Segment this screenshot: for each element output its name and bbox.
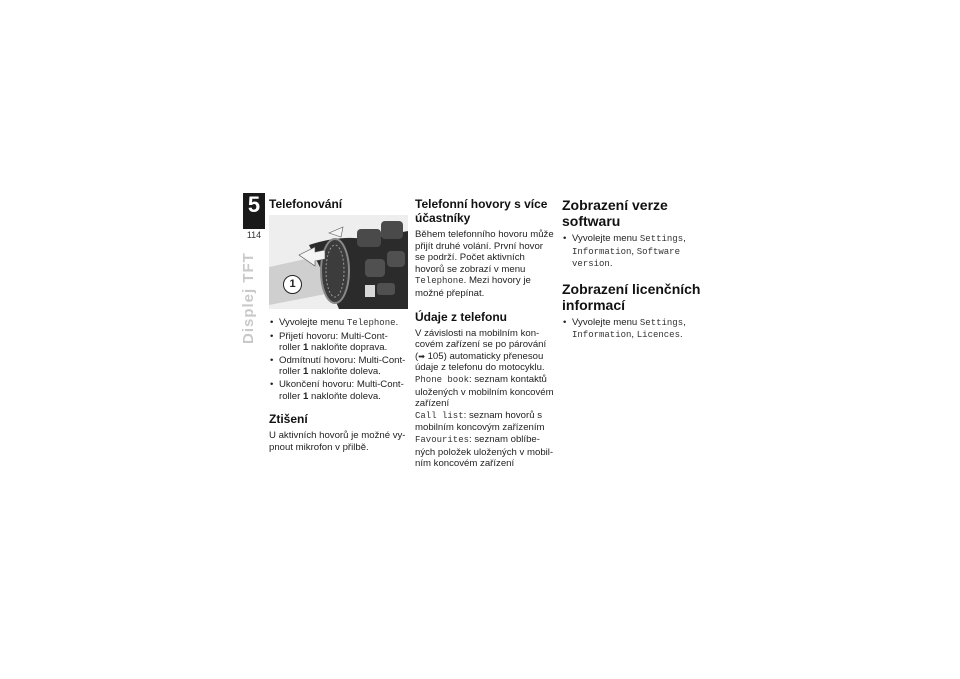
section-title-phone-data: Údaje z telefonu <box>415 309 508 324</box>
multi-call-paragraph: Během telefonního hovoru může přijít druhé volání. První hovor se podrží. Počet aktivních hovorů se zobrazí v menu Telephone. Mezi hovory je možné přepínat. <box>415 229 554 299</box>
side-label <box>234 248 274 348</box>
column-telephony <box>269 197 409 453</box>
section-title-software: Zobrazení verze softwaru <box>562 197 668 229</box>
section-title-multi-call: Telefonní hovory s více účastníky <box>415 197 548 225</box>
column-info <box>562 197 702 343</box>
list-item: • Vyvolejte menu Settings, Information, Licences. <box>562 317 702 342</box>
handlebar-illustration <box>269 215 408 309</box>
phone-data-item: Favourites: seznam oblíbe-ných položek uložených v mobil-ním koncovém zařízení <box>415 433 554 470</box>
list-item: • Odmítnutí hovoru: Multi-Cont-roller 1 nakloňte doleva. <box>269 355 409 378</box>
arrow-ref-icon: ➡ <box>418 351 425 361</box>
phone-data-item: Phone book: seznam kontaktů uložených v mobilním koncovém zařízení <box>415 373 554 410</box>
software-steps <box>562 233 702 271</box>
list-item: • Vyvolejte menu Telephone. <box>269 317 409 330</box>
list-item: • Přijetí hovoru: Multi-Cont-roller 1 nakloňte doprava. <box>269 331 409 354</box>
list-item: • Ukončení hovoru: Multi-Cont-roller 1 nakloňte doleva. <box>269 379 409 402</box>
section-title-mute: Ztišení <box>269 412 308 427</box>
section-title-telephony: Telefonování <box>269 197 343 211</box>
licence-steps <box>562 317 702 342</box>
callout-marker: 1 <box>283 275 302 294</box>
chapter-badge <box>243 193 265 229</box>
handlebar-controller-image <box>269 215 408 309</box>
phone-data-item: Call list: seznam hovorů s mobilním koncovým zařízením <box>415 409 545 434</box>
phone-data-paragraph: V závislosti na mobilním kon-covém zařízení se po párování (➡ 105) automaticky přenesou údaje z telefonu do motocyklu. <box>415 327 547 374</box>
page-number: 114 <box>246 230 262 240</box>
telephony-steps <box>269 317 409 402</box>
column-multi-call <box>415 197 555 470</box>
section-title-licences: Zobrazení licenčních informací <box>562 280 701 313</box>
side-label-text: Displej TFT <box>240 252 257 344</box>
chapter-number: 5 <box>247 192 261 217</box>
list-item: • Vyvolejte menu Settings, Information, Software version. <box>562 233 702 271</box>
mute-paragraph: U aktivních hovorů je možné vy-pnout mikrofon v přilbě. <box>269 430 406 453</box>
